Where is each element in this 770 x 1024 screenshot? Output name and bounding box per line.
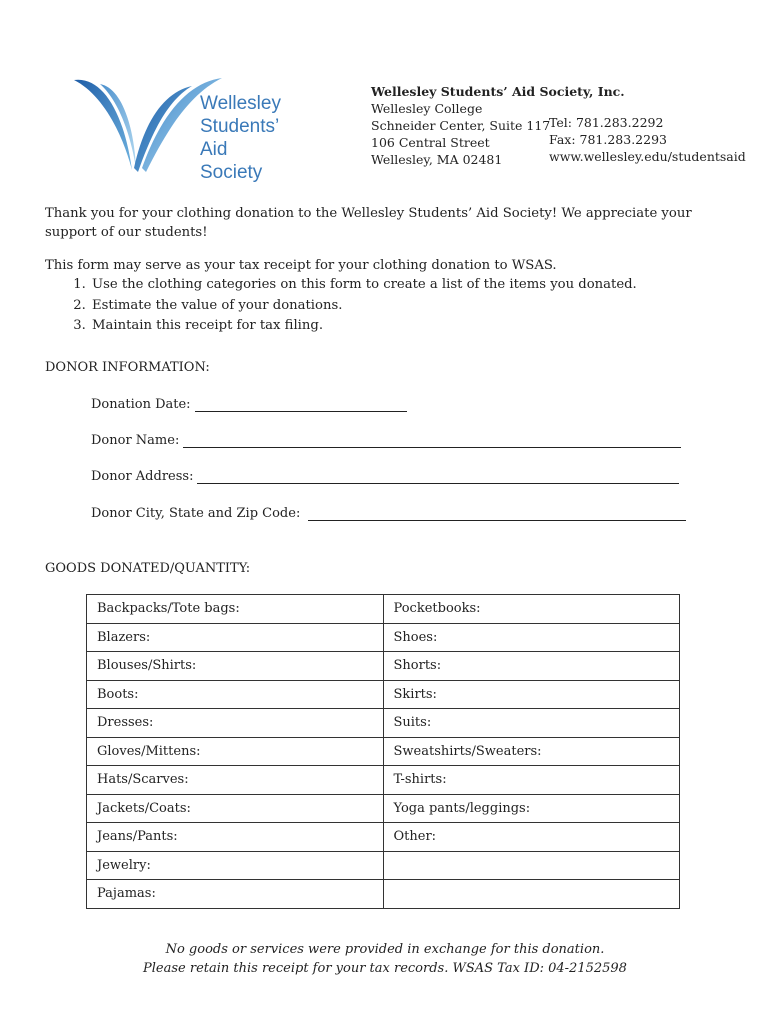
logo-line: Society: [200, 162, 263, 183]
goods-cell[interactable]: Boots:: [87, 680, 384, 709]
donor-address-label: Donor Address:: [91, 469, 194, 484]
table-row: [87, 680, 680, 709]
goods-cell[interactable]: Backpacks/Tote bags:: [87, 595, 384, 624]
goods-cell[interactable]: Blazers:: [87, 623, 384, 652]
table-row: [87, 823, 680, 852]
table-row: [87, 880, 680, 909]
thanks-paragraph: Thank you for your clothing donation to the Wellesley Students’ Aid Society! We appreciate your support of our students!: [45, 206, 692, 240]
goods-cell[interactable]: [383, 851, 680, 880]
address-line: Wellesley, MA 02481: [371, 152, 503, 167]
goods-table: [86, 594, 680, 909]
instruction-item: 2. Estimate the value of your donations.: [90, 296, 735, 317]
instruction-item: 1. Use the clothing categories on this form to create a list of the items you donated.: [90, 275, 735, 296]
table-row: [87, 766, 680, 795]
donation-date-line[interactable]: [195, 397, 407, 412]
org-fax: Fax: 781.283.2293: [549, 132, 667, 147]
goods-cell[interactable]: Jackets/Coats:: [87, 794, 384, 823]
goods-cell[interactable]: Jewelry:: [87, 851, 384, 880]
table-row: [87, 709, 680, 738]
goods-cell[interactable]: Blouses/Shirts:: [87, 652, 384, 681]
donor-city-label: Donor City, State and Zip Code:: [91, 506, 301, 521]
org-tel: Tel: 781.283.2292: [549, 115, 664, 130]
donor-info-heading: DONOR INFORMATION:: [45, 360, 210, 375]
goods-cell[interactable]: Other:: [383, 823, 680, 852]
instructions-list: [45, 275, 735, 337]
donor-city-field: [91, 506, 686, 521]
intro-text: [45, 204, 735, 337]
donor-name-label: Donor Name:: [91, 433, 180, 448]
footer-note: [0, 940, 770, 978]
goods-cell[interactable]: Jeans/Pants:: [87, 823, 384, 852]
goods-heading: GOODS DONATED/QUANTITY:: [45, 561, 251, 576]
address-line: Wellesley College: [371, 101, 483, 116]
goods-cell[interactable]: Dresses:: [87, 709, 384, 738]
table-row: [87, 652, 680, 681]
donation-date-label: Donation Date:: [91, 397, 191, 412]
table-row: [87, 623, 680, 652]
goods-cell[interactable]: Hats/Scarves:: [87, 766, 384, 795]
org-name: Wellesley Students’ Aid Society, Inc.: [371, 84, 625, 99]
logo-line: Aid: [200, 139, 228, 160]
table-row: [87, 794, 680, 823]
org-web: www.wellesley.edu/studentsaid: [549, 149, 746, 164]
footer-line: No goods or services were provided in exchange for this donation.: [165, 942, 605, 957]
instruction-item: 3. Maintain this receipt for tax filing.: [90, 316, 735, 337]
goods-cell[interactable]: [383, 880, 680, 909]
logo-line: Students’: [200, 116, 280, 137]
table-row: [87, 595, 680, 624]
donor-address-field: [91, 469, 679, 484]
goods-cell[interactable]: Shorts:: [383, 652, 680, 681]
logo-line: Wellesley: [200, 93, 281, 114]
org-contact-block: [549, 114, 746, 165]
address-line: Schneider Center, Suite 117: [371, 118, 551, 133]
donor-name-field: [91, 433, 681, 448]
receipt-paragraph: This form may serve as your tax receipt for your clothing donation to WSAS.: [45, 258, 557, 273]
goods-cell[interactable]: Pajamas:: [87, 880, 384, 909]
goods-cell[interactable]: Suits:: [383, 709, 680, 738]
footer-line: Please retain this receipt for your tax records. WSAS Tax ID: 04-2152598: [143, 961, 627, 976]
goods-cell[interactable]: Shoes:: [383, 623, 680, 652]
logo-wordmark: [200, 92, 281, 184]
donor-address-line[interactable]: [197, 469, 679, 484]
goods-cell[interactable]: Skirts:: [383, 680, 680, 709]
donation-date-field: [91, 397, 407, 412]
table-row: [87, 851, 680, 880]
donor-name-line[interactable]: [183, 433, 681, 448]
goods-cell[interactable]: Gloves/Mittens:: [87, 737, 384, 766]
goods-cell[interactable]: Sweatshirts/Sweaters:: [383, 737, 680, 766]
table-row: [87, 737, 680, 766]
donor-city-line[interactable]: [308, 506, 686, 521]
goods-cell[interactable]: T-shirts:: [383, 766, 680, 795]
address-line: 106 Central Street: [371, 135, 490, 150]
goods-cell[interactable]: Yoga pants/leggings:: [383, 794, 680, 823]
goods-cell[interactable]: Pocketbooks:: [383, 595, 680, 624]
